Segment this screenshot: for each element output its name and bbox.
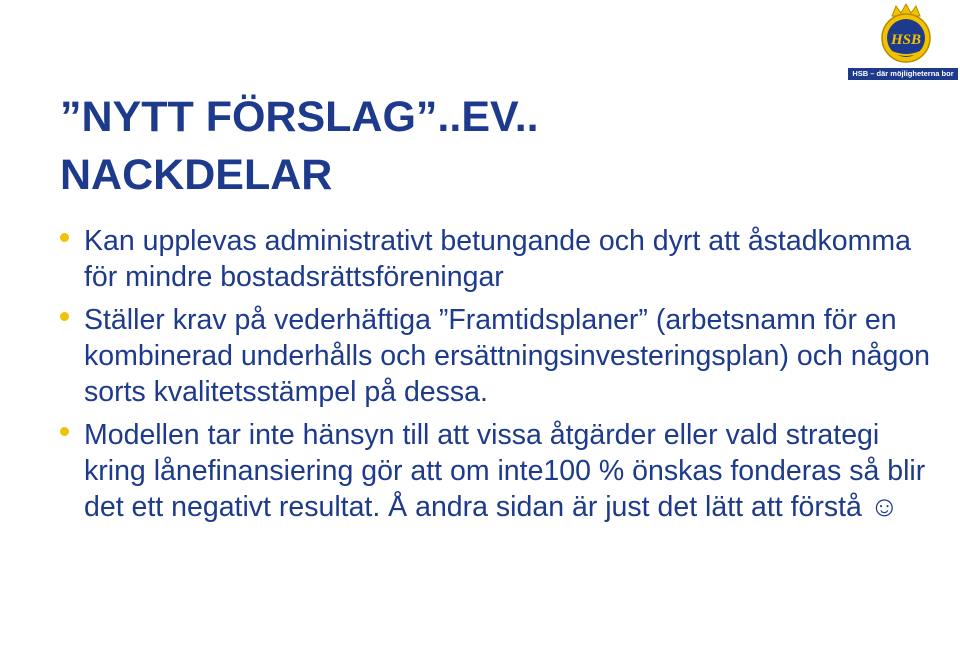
bullet-text: Modellen tar inte hänsyn till att vissa åtgärder eller vald strategi kring lånefinansiering gör att om inte100 % önskas fonderas så blir det ett negativt resultat. Å andra sidan är just det lätt att förstå ☺ xyxy=(84,419,926,523)
slide-title xyxy=(60,88,820,204)
bullet-dot-icon xyxy=(60,233,69,242)
bullet-dot-icon xyxy=(60,312,69,321)
bullet-text: Kan upplevas administrativt betungande och dyrt att åstadkomma för mindre bostadsrättsföreningar xyxy=(84,225,911,293)
title-line-2: NACKDELAR xyxy=(60,151,333,199)
hsb-crest-icon xyxy=(878,2,934,66)
logo-tagline: HSB – där möjligheterna bor xyxy=(848,68,958,80)
bullet-text: Ställer krav på vederhäftiga ”Framtidsplaner” (arbetsnamn för en kombinerad underhålls och ersättningsinvesteringsplan) och någon sorts kvalitetsstämpel på dessa. xyxy=(84,304,931,408)
bullet-item xyxy=(58,417,948,525)
bullet-list xyxy=(58,223,948,532)
bullet-item xyxy=(58,223,948,295)
logo-letters: HSB xyxy=(890,32,922,48)
title-line-1: ”NYTT FÖRSLAG”..EV.. xyxy=(60,93,539,141)
bullet-dot-icon xyxy=(60,427,69,436)
bullet-item xyxy=(58,302,948,410)
hsb-logo xyxy=(848,2,958,82)
